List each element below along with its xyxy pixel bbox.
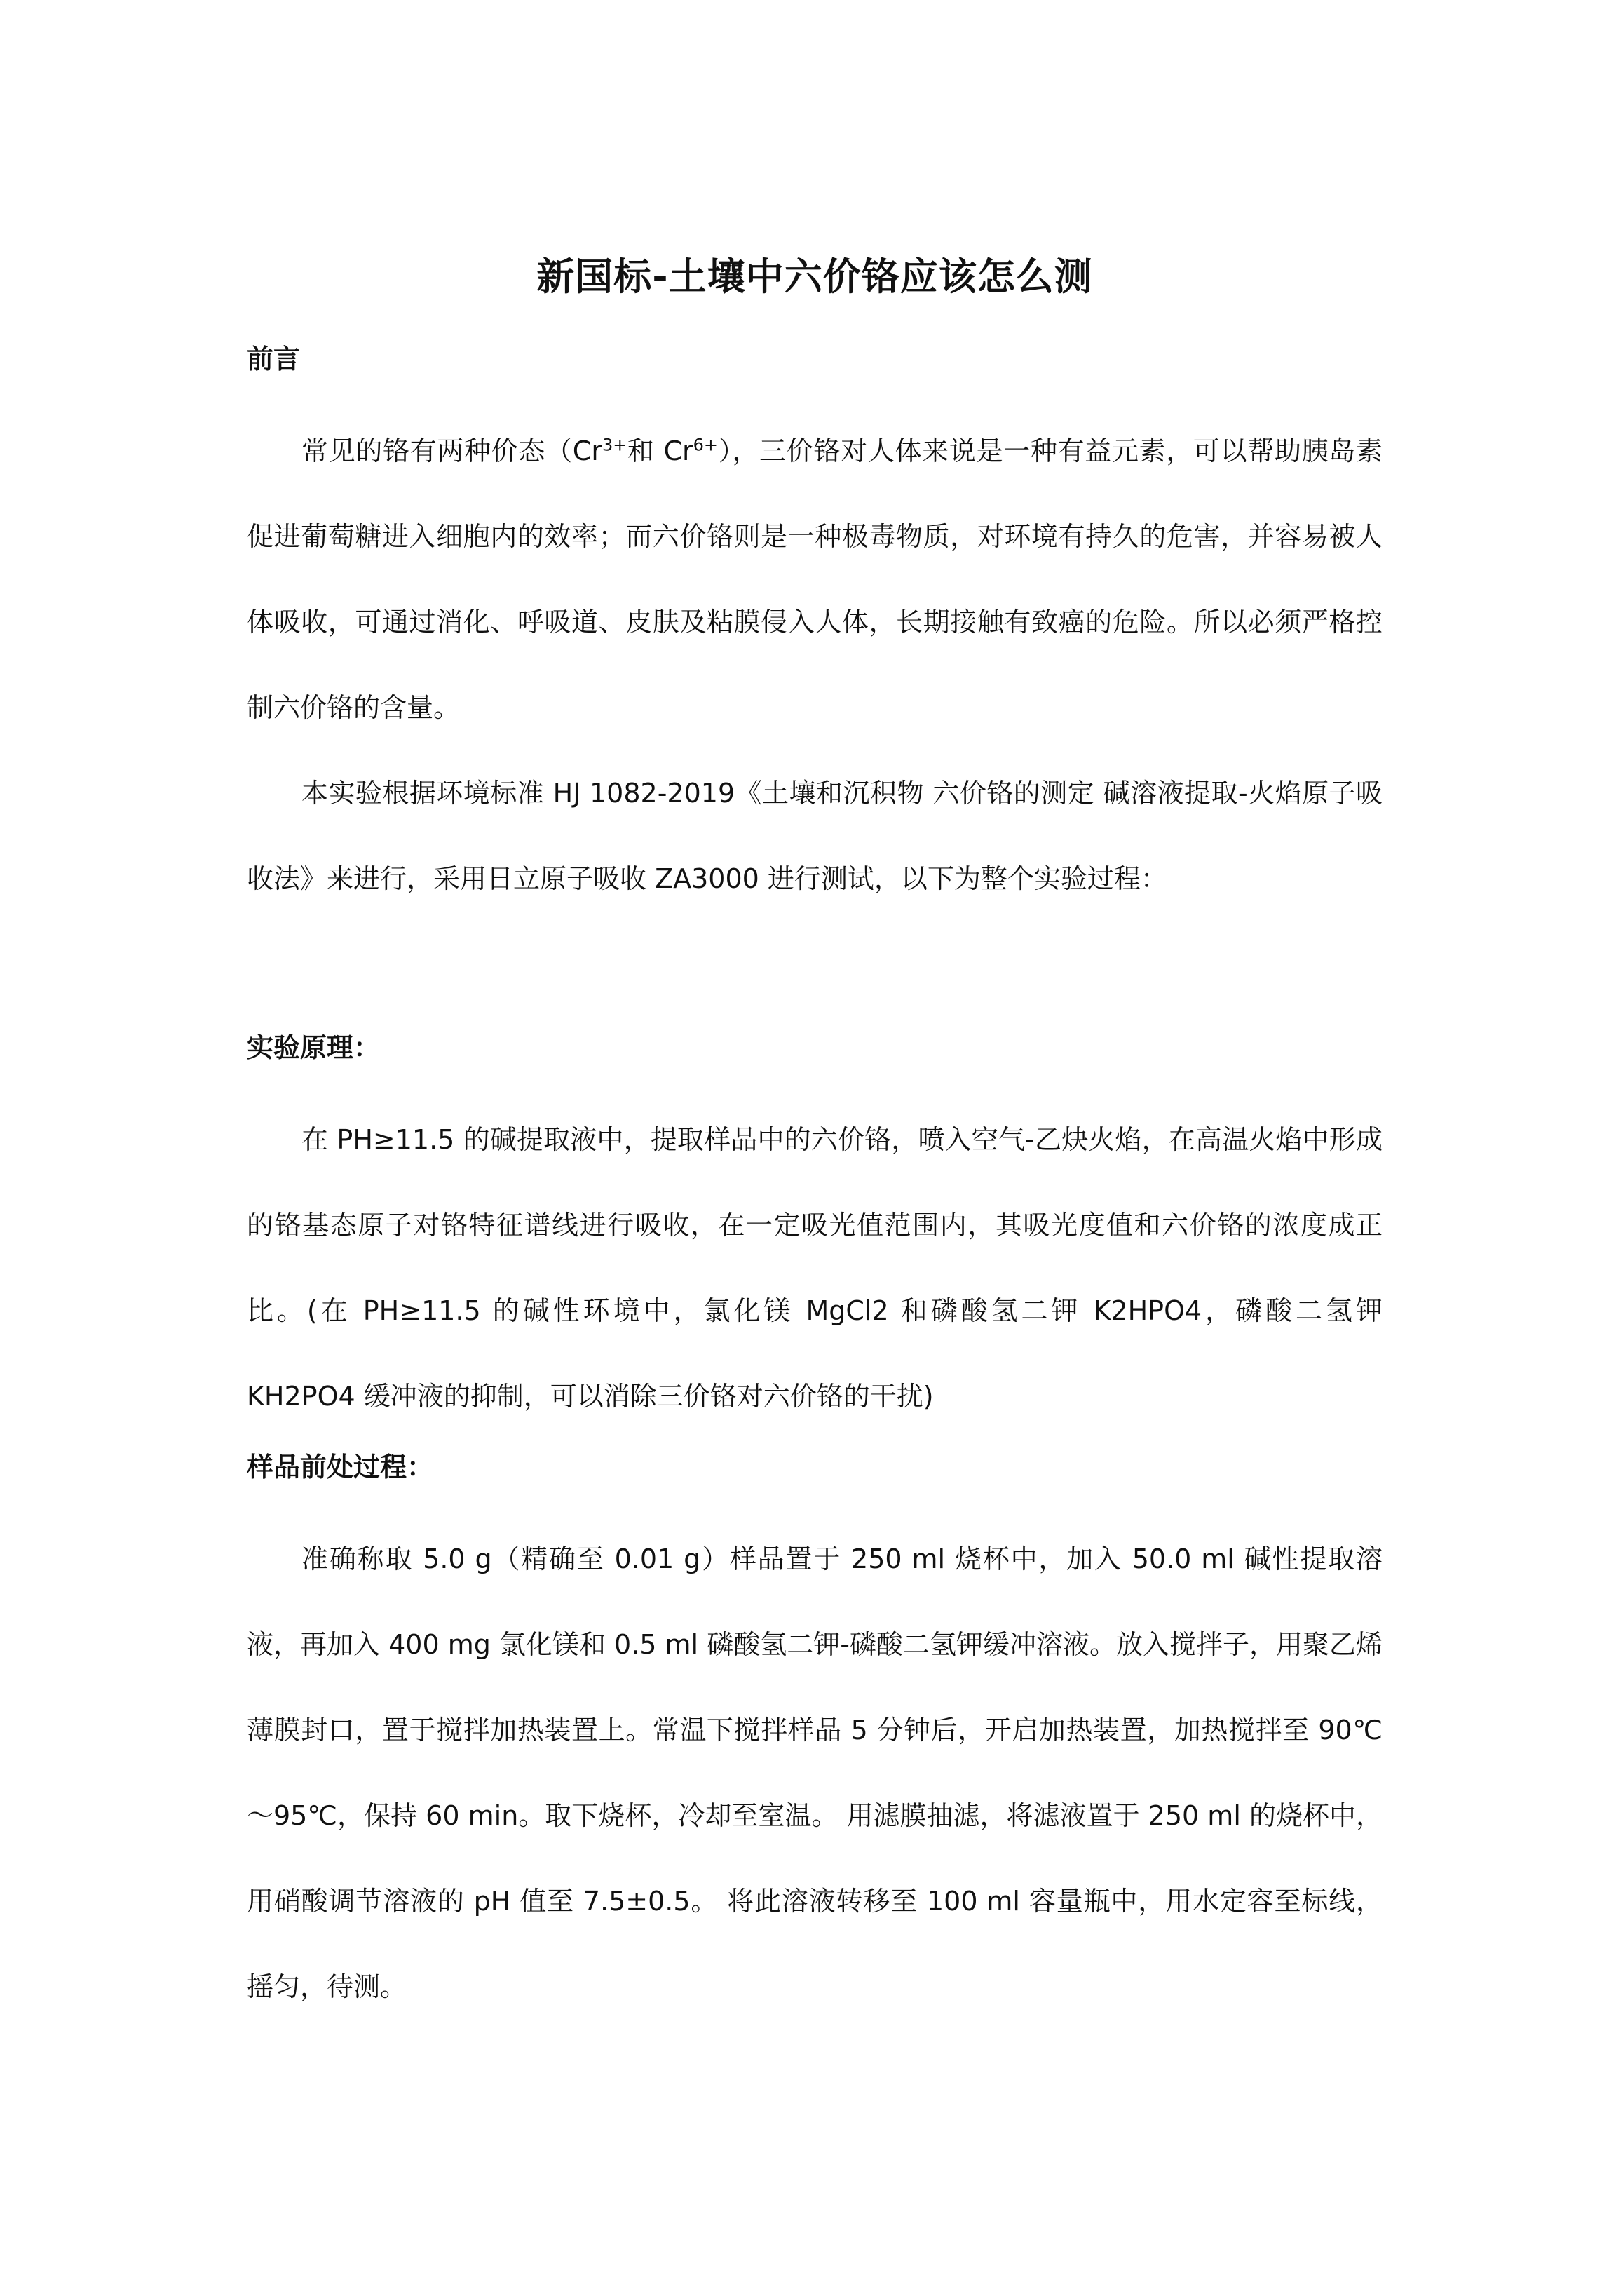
section-heading-preface: 前言 (247, 344, 301, 374)
pretreatment-paragraph-1: 准确称取 5.0 g（精确至 0.01 g）样品置于 250 ml 烧杯中，加入 50.0 ml 碱性提取溶液，再加入 400 mg 氯化镁和 0.5 ml 磷酸氢二钾-磷酸二氢钾缓冲溶液。放入搅拌子，用聚乙烯薄膜封口，置于搅拌加热装置上。常温下搅拌样品 5 分钟后，开启加热装置，加热搅拌至 90℃～95℃，保持 60 min。取下烧杯，冷却至室温。 用滤膜抽滤，将滤液置于 250 ml 的烧杯中，用硝酸调节溶液的 pH 值至 7.5±0.5。 将此溶液转移至 100 ml 容量瓶中，用水定容至标线，摇匀，待测。 (247, 1544, 1383, 2002)
document-body (247, 245, 1383, 2030)
section-preface (247, 338, 1383, 921)
document-title: 新国标-土壤中六价铬应该怎么测 (536, 255, 1093, 299)
preface-text-c: ），三价铬对人体来说是一种有益元素，可以帮助胰岛素促进葡萄糖进入细胞内的效率；而六价铬则是一种极毒物质，对环境有持久的危害，并容易被人体吸收，可通过消化、呼吸道、皮肤及粘膜侵入人体，长期接触有致癌的危险。所以必须严格控制六价铬的含量。 (247, 435, 1383, 723)
section-principle (247, 1027, 1383, 1439)
preface-paragraph-2: 本实验根据环境标准 HJ 1082-2019《土壤和沉积物 六价铬的测定 碱溶液提取-火焰原子吸收法》来进行，采用日立原子吸收 ZA3000 进行测试，以下为整个实验过程： (247, 778, 1383, 894)
preface-text-a: 常见的铬有两种价态（Cr (301, 435, 602, 466)
section-pretreatment (247, 1446, 1383, 2030)
preface-paragraph-1 (247, 408, 1383, 750)
cr6-superscript: 6+ (693, 435, 719, 455)
principle-paragraph-1: 在 PH≥11.5 的碱提取液中，提取样品中的六价铬，喷入空气-乙炔火焰，在高温火焰中形成的铬基态原子对铬特征谱线进行吸收，在一定吸光值范围内，其吸光度值和六价铬的浓度成正比。(在 PH≥11.5 的碱性环境中，氯化镁 MgCl2 和磷酸氢二钾 K2HPO4，磷酸二氢钾 KH2PO4 缓冲液的抑制，可以消除三价铬对六价铬的干扰) (247, 1124, 1383, 1412)
preface-text-b: 和 Cr (627, 435, 693, 466)
section-heading-pretreatment: 样品前处过程： (247, 1452, 434, 1483)
cr3-superscript: 3+ (602, 435, 627, 455)
section-heading-principle: 实验原理： (247, 1032, 381, 1063)
